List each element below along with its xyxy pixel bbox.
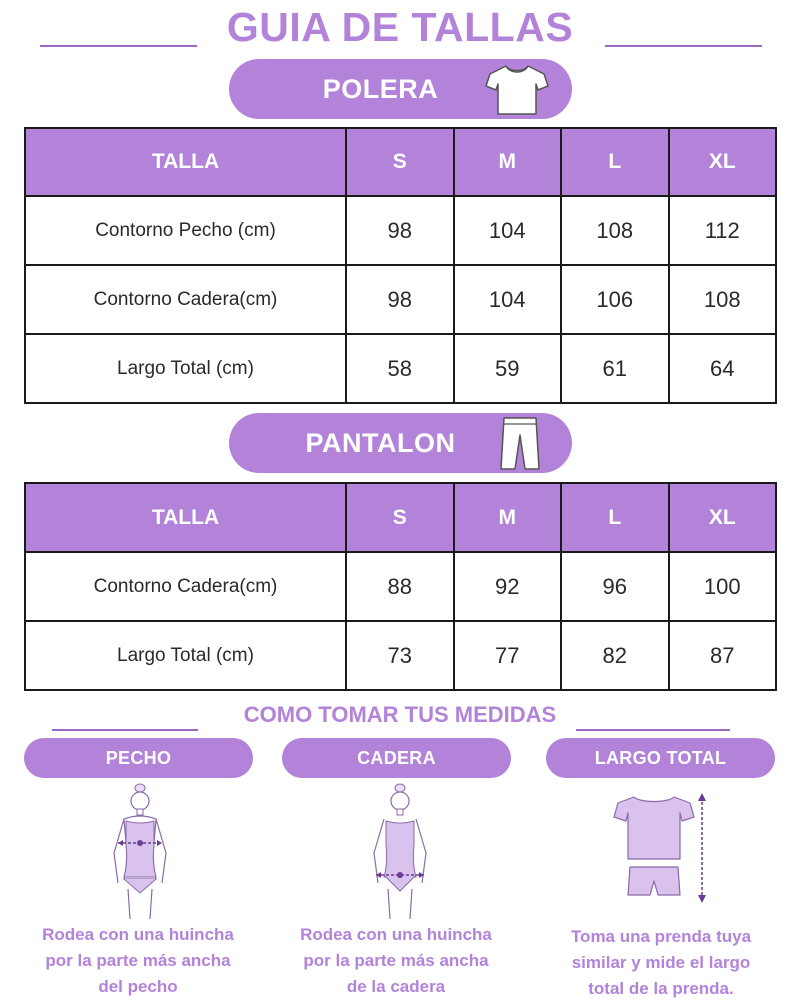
caption-largo-total bbox=[536, 924, 786, 1002]
row-label: Contorno Cadera(cm) bbox=[25, 265, 346, 334]
row-label: Largo Total (cm) bbox=[25, 334, 346, 403]
cell-value: 88 bbox=[346, 552, 454, 621]
cell-value: 82 bbox=[561, 621, 669, 690]
section-polera bbox=[229, 59, 572, 119]
header-l: L bbox=[561, 483, 669, 552]
page-title: GUIA DE TALLAS bbox=[226, 4, 574, 50]
table-header-row bbox=[25, 128, 776, 196]
cell-value: 64 bbox=[669, 334, 777, 403]
measure-pill-largo-total: LARGO TOTAL bbox=[546, 738, 775, 778]
cell-value: 108 bbox=[669, 265, 777, 334]
cell-value: 77 bbox=[454, 621, 562, 690]
table-row bbox=[25, 621, 776, 690]
caption-pecho bbox=[14, 922, 262, 1000]
header-m: M bbox=[454, 128, 562, 196]
header-xl: XL bbox=[669, 128, 777, 196]
cell-value: 112 bbox=[669, 196, 777, 265]
cell-value: 108 bbox=[561, 196, 669, 265]
cell-value: 100 bbox=[669, 552, 777, 621]
caption-line: Rodea con una huincha bbox=[42, 925, 234, 944]
polera-size-table bbox=[24, 127, 777, 404]
header-s: S bbox=[346, 128, 454, 196]
garment-length-measure-icon bbox=[612, 783, 722, 913]
cell-value: 61 bbox=[561, 334, 669, 403]
measure-pill-pecho: PECHO bbox=[24, 738, 253, 778]
caption-line: por la parte más ancha bbox=[45, 951, 231, 970]
measure-pill-cadera: CADERA bbox=[282, 738, 511, 778]
row-label: Largo Total (cm) bbox=[25, 621, 346, 690]
table-header-row bbox=[25, 483, 776, 552]
table-row bbox=[25, 265, 776, 334]
header-xl: XL bbox=[669, 483, 777, 552]
caption-line: de la cadera bbox=[346, 977, 446, 996]
caption-line: Rodea con una huincha bbox=[300, 925, 492, 944]
caption-line: por la parte más ancha bbox=[303, 951, 489, 970]
row-label: Contorno Cadera(cm) bbox=[25, 552, 346, 621]
cell-value: 98 bbox=[346, 196, 454, 265]
cell-value: 106 bbox=[561, 265, 669, 334]
section-pantalon-label: PANTALON bbox=[305, 427, 456, 458]
header-l: L bbox=[561, 128, 669, 196]
title-right-rule bbox=[605, 45, 762, 47]
caption-cadera bbox=[272, 922, 520, 1000]
cell-value: 87 bbox=[669, 621, 777, 690]
how-right-rule bbox=[576, 729, 730, 731]
pantalon-size-table bbox=[24, 482, 777, 691]
tshirt-icon bbox=[484, 62, 550, 116]
table-row bbox=[25, 196, 776, 265]
cell-value: 98 bbox=[346, 265, 454, 334]
header-m: M bbox=[454, 483, 562, 552]
caption-line: total de la prenda. bbox=[588, 979, 734, 998]
how-left-rule bbox=[52, 729, 198, 731]
header-talla: TALLA bbox=[25, 483, 346, 552]
section-polera-label: POLERA bbox=[322, 73, 439, 104]
cell-value: 58 bbox=[346, 334, 454, 403]
cell-value: 96 bbox=[561, 552, 669, 621]
cell-value: 73 bbox=[346, 621, 454, 690]
header-talla: TALLA bbox=[25, 128, 346, 196]
caption-line: Toma una prenda tuya bbox=[570, 927, 752, 946]
body-hip-measure-icon bbox=[360, 783, 440, 923]
cell-value: 92 bbox=[454, 552, 562, 621]
table-row bbox=[25, 552, 776, 621]
section-pantalon bbox=[229, 413, 572, 473]
cell-value: 59 bbox=[454, 334, 562, 403]
body-chest-measure-icon bbox=[100, 783, 180, 923]
caption-line: similar y mide el largo bbox=[571, 953, 751, 972]
caption-line: del pecho bbox=[98, 977, 178, 996]
header-s: S bbox=[346, 483, 454, 552]
cell-value: 104 bbox=[454, 265, 562, 334]
how-to-title: COMO TOMAR TUS MEDIDAS bbox=[243, 702, 557, 727]
cell-value: 104 bbox=[454, 196, 562, 265]
row-label: Contorno Pecho (cm) bbox=[25, 196, 346, 265]
pants-icon bbox=[498, 415, 542, 471]
table-row bbox=[25, 334, 776, 403]
